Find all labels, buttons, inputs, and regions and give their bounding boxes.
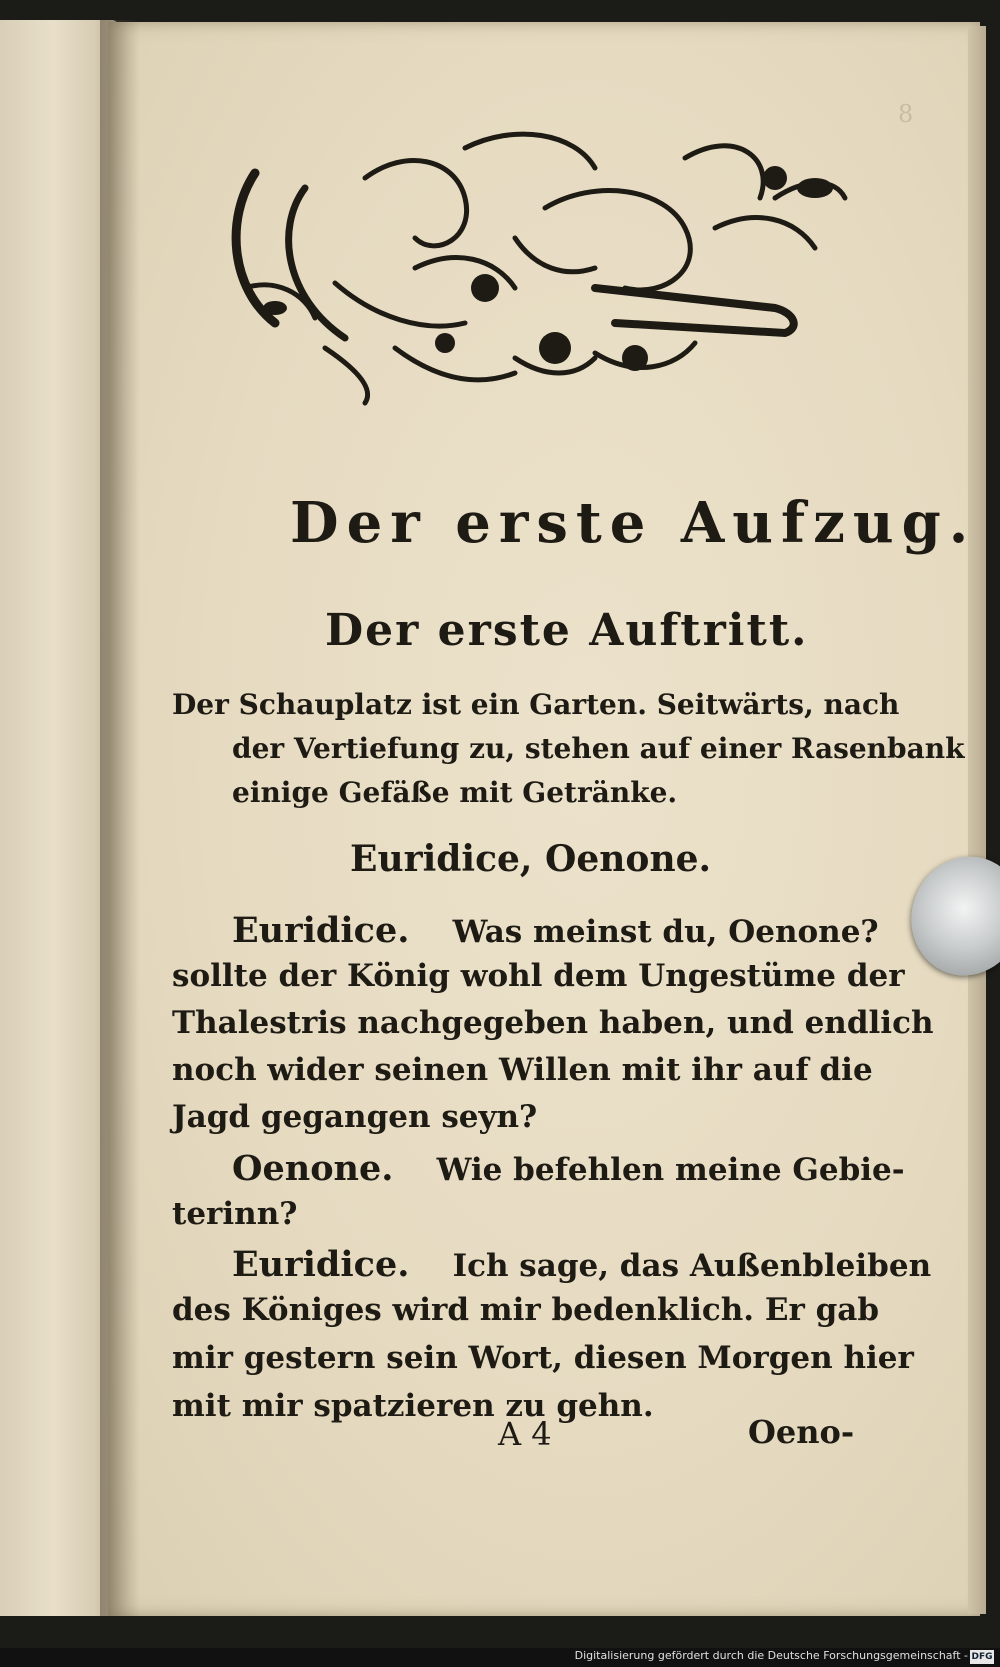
stage-direction-line: der Vertiefung zu, stehen auf einer Rasenbank: [232, 732, 965, 765]
speaker-name: Oenone.: [232, 1148, 394, 1189]
speech-line: [232, 1244, 931, 1285]
speech-line: sollte der König wohl dem Ungestüme der: [172, 958, 905, 994]
speaker-name: Euridice.: [232, 910, 410, 951]
speech-text: Ich sage, das Außenbleiben: [452, 1248, 932, 1284]
speech-line: Jagd gegangen seyn?: [172, 1099, 538, 1135]
dfg-logo: DFG: [971, 1652, 993, 1662]
bleed-through-mark: 8: [898, 100, 914, 128]
speech-line: Thalestris nachgegeben haben, und endlich: [172, 1005, 934, 1041]
stage-direction-line: Der Schauplatz ist ein Garten. Seitwärts, nach: [172, 688, 900, 721]
speech-line: noch wider seinen Willen mit ihr auf die: [172, 1052, 873, 1088]
speaker-name: Euridice.: [232, 1244, 410, 1285]
speech-line: [232, 910, 879, 951]
spine-shadow: [100, 20, 140, 1616]
scene-title: Der erste Auftritt.: [325, 605, 809, 656]
speech-line: mit mir spatzieren zu gehn.: [172, 1388, 654, 1424]
stage-direction-line: einige Gefäße mit Getränke.: [232, 776, 678, 809]
dramatis-personae: Euridice, Oenone.: [350, 838, 712, 880]
speech-line: mir gestern sein Wort, diesen Morgen hier: [172, 1340, 914, 1376]
speech-line: [232, 1148, 905, 1189]
act-title: Der erste Aufzug.: [290, 490, 977, 556]
speech-line: des Königes wird mir bedenklich. Er gab: [172, 1292, 880, 1328]
signature-mark: A 4: [498, 1415, 552, 1453]
speech-text: Was meinst du, Oenone?: [452, 914, 879, 950]
digitization-credit: Digitalisierung gefördert durch die Deutsche Forschungsgemeinschaft -: [574, 1649, 968, 1662]
speech-line: terinn?: [172, 1196, 298, 1232]
ornament-vignette: [215, 118, 865, 418]
page-fore-edge: [968, 26, 986, 1614]
catchword: Oeno-: [748, 1413, 855, 1451]
speech-text: Wie befehlen meine Gebie-: [436, 1152, 905, 1188]
